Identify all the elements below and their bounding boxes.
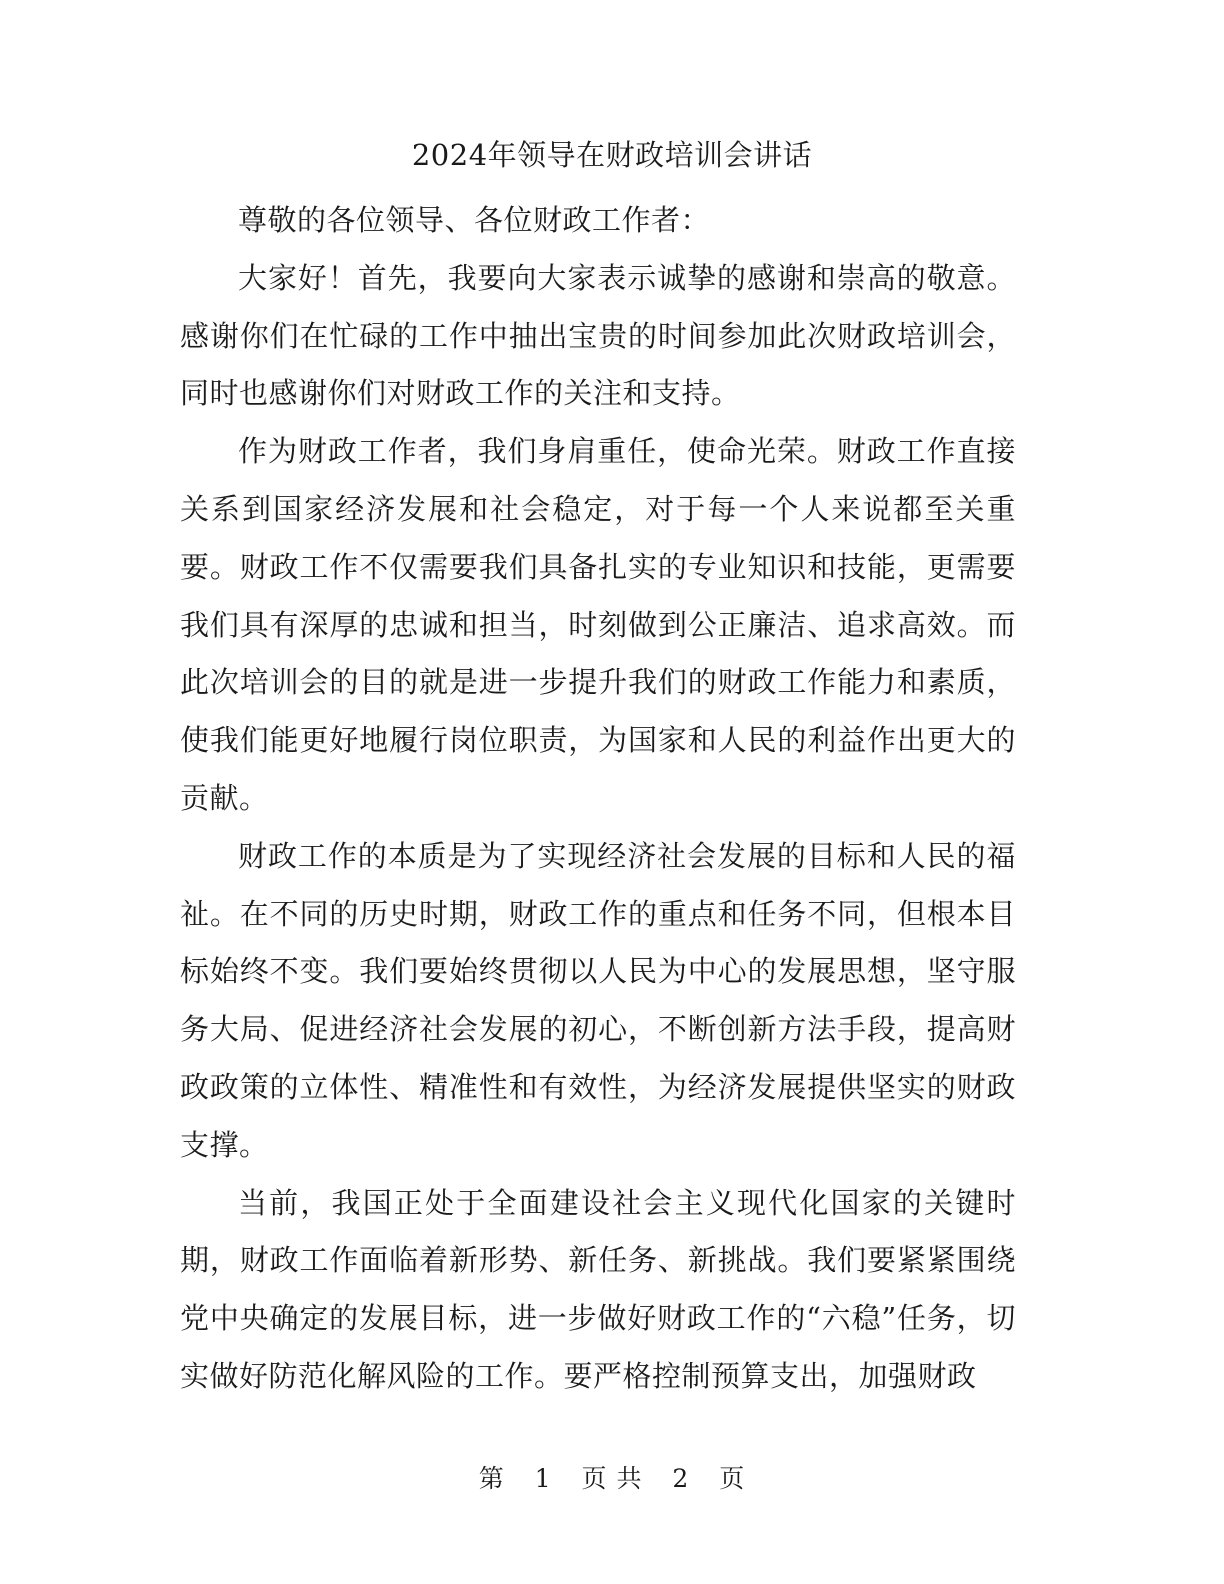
body-paragraph: 财政工作的本质是为了实现经济社会发展的目标和人民的福祉。在不同的历史时期，财政工作的重点和任务不同，但根本目标始终不变。我们要始终贯彻以人民为中心的发展思想，坚守服务大局、促进经济社会发展的初心，不断创新方法手段，提高财政政策的立体性、精准性和有效性，为经济发展提供坚实的财政支撑。 [180,838,1016,1162]
page-number-total: 2 [672,1464,690,1493]
body-paragraph: 大家好！首先，我要向大家表示诚挚的感谢和崇高的敬意。感谢你们在忙碌的工作中抽出宝贵的时间参加此次财政培训会，同时也感谢你们对财政工作的关注和支持。 [180,260,1016,411]
document-title: 2024年领导在财政培训会讲话 [411,138,813,172]
page-number-suffix: 页 [719,1464,746,1493]
page-footer [0,1461,1224,1497]
salutation-paragraph: 尊敬的各位领导、各位财政工作者： [238,203,711,237]
document-body [180,192,1016,1406]
body-paragraph: 当前，我国正处于全面建设社会主义现代化国家的关键时期，财政工作面临着新形势、新任务、新挑战。我们要紧紧围绕党中央确定的发展目标，进一步做好财政工作的“六稳”任务，切实做好防范化解风险的工作。要严格控制预算支出，加强财政 [180,1185,1016,1393]
page-number-prefix: 第 [478,1464,505,1493]
page-number-middle: 页 共 [581,1464,643,1493]
body-paragraph: 作为财政工作者，我们身肩重任，使命光荣。财政工作直接关系到国家经济发展和社会稳定，对于每一个人来说都至关重要。财政工作不仅需要我们具备扎实的专业知识和技能，更需要我们具有深厚的忠诚和担当，时刻做到公正廉洁、追求高效。而此次培训会的目的就是进一步提升我们的财政工作能力和素质，使我们能更好地履行岗位职责，为国家和人民的利益作出更大的贡献。 [180,434,1016,815]
page-number-current: 1 [534,1464,552,1493]
